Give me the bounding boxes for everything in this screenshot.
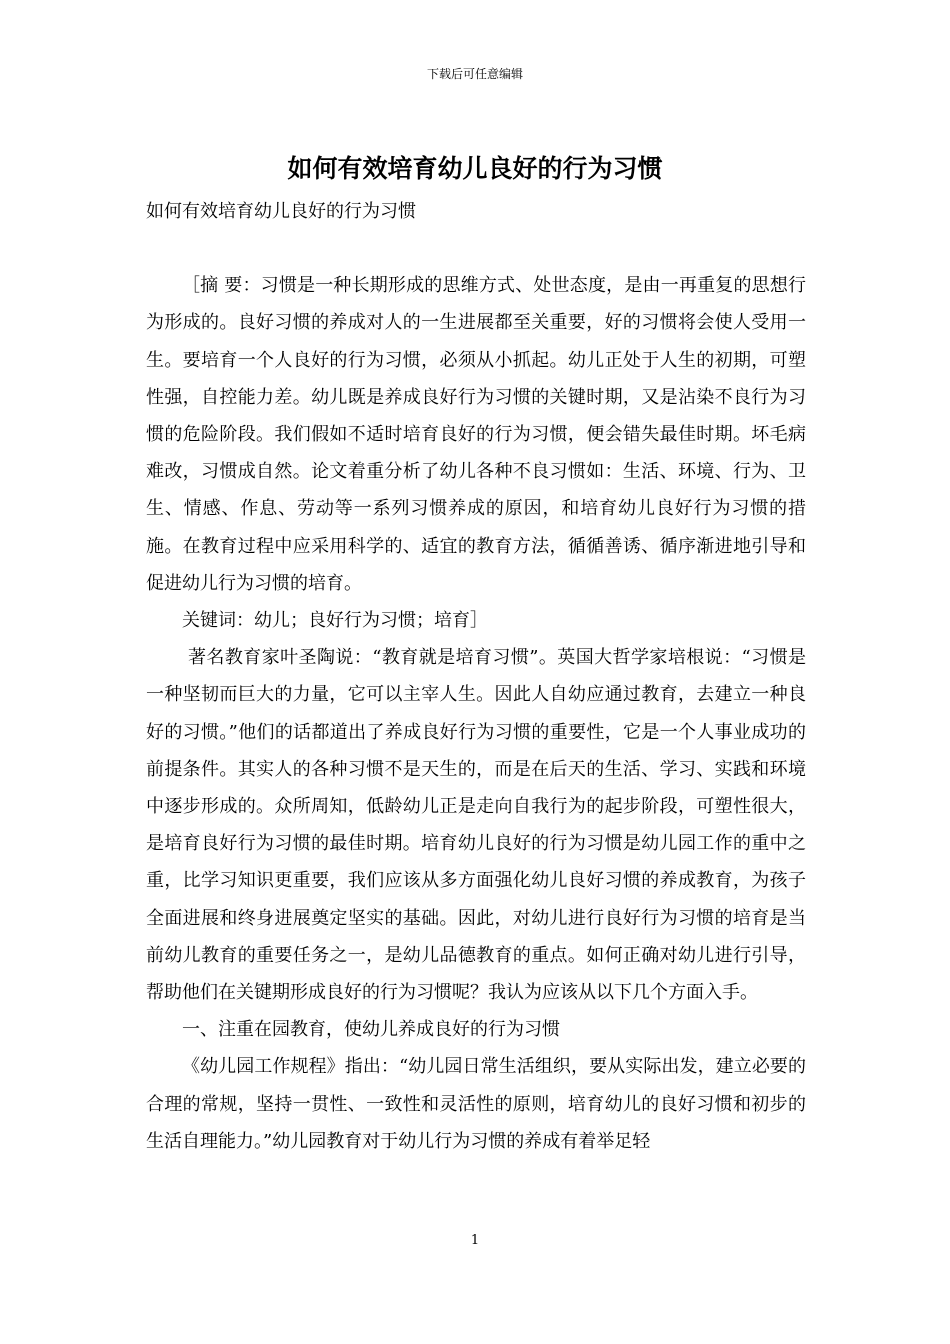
document-title: 如何有效培育幼儿良好的行为习惯	[287, 154, 663, 183]
section-paragraph: 《幼儿园工作规程》指出：“幼儿园日常生活组织，要从实际出发，建立必要的合理的常规，坚持一贯性、一致性和灵活性的原则，培育幼儿的良好习惯和初步的生活自理能力。”幼儿园教育对于幼儿行为习惯的养成有着举足轻	[146, 1056, 806, 1152]
document-subtitle: 如何有效培育幼儿良好的行为习惯	[146, 201, 416, 222]
abstract-paragraph: ［摘 要：习惯是一种长期形成的思维方式、处世态度，是由一再重复的思想行为形成的。良好习惯的养成对人的一生进展都至关重要，好的习惯将会使人受用一生。要培育一个人良好的行为习惯，必须从小抓起。幼儿正处于人生的初期，可塑性强，自控能力差。幼儿既是养成良好行为习惯的关键时期，又是沾染不良行为习惯的危险阶段。我们假如不适时培育良好的行为习惯，便会错失最佳时期。坏毛病难改，习惯成自然。论文着重分析了幼儿各种不良习惯如：生活、环境、行为、卫生、情感、作息、劳动等一系列习惯养成的原因，和培育幼儿良好行为习惯的措施。在教育过程中应采用科学的、适宜的教育方法，循循善诱、循序渐进地引导和促进幼儿行为习惯的培育。	[146, 275, 806, 594]
header-note: 下载后可任意编辑	[426, 67, 523, 81]
page-number: 1	[470, 1233, 480, 1248]
intro-paragraph: 著名教育家叶圣陶说：“教育就是培育习惯”。英国大哲学家培根说：“习惯是一种坚韧而巨大的力量，它可以主宰人生。因此人自幼应通过教育，去建立一种良好的习惯。”他们的话都道出了养成良好行为习惯的重要性，它是一个人事业成功的前提条件。其实人的各种习惯不是天生的，而是在后天的生活、学习、实践和环境中逐步形成的。众所周知，低龄幼儿正是走向自我行为的起步阶段，可塑性很大，是培育良好行为习惯的最佳时期。培育幼儿良好的行为习惯是幼儿园工作的重中之重，比学习知识更重要，我们应该从多方面强化幼儿良好习惯的养成教育，为孩子全面进展和终身进展奠定坚实的基础。因此，对幼儿进行良好行为习惯的培育是当前幼儿教育的重要任务之一，是幼儿品德教育的重点。如何正确对幼儿进行引导，帮助他们在关键期形成良好的行为习惯呢？我认为应该从以下几个方面入手。	[146, 647, 806, 1004]
section-heading: 一、注重在园教育，使幼儿养成良好的行为习惯	[182, 1019, 560, 1041]
document-body	[146, 193, 806, 1160]
keywords-line: 关键词：幼儿；良好行为习惯；培育］	[182, 610, 488, 632]
